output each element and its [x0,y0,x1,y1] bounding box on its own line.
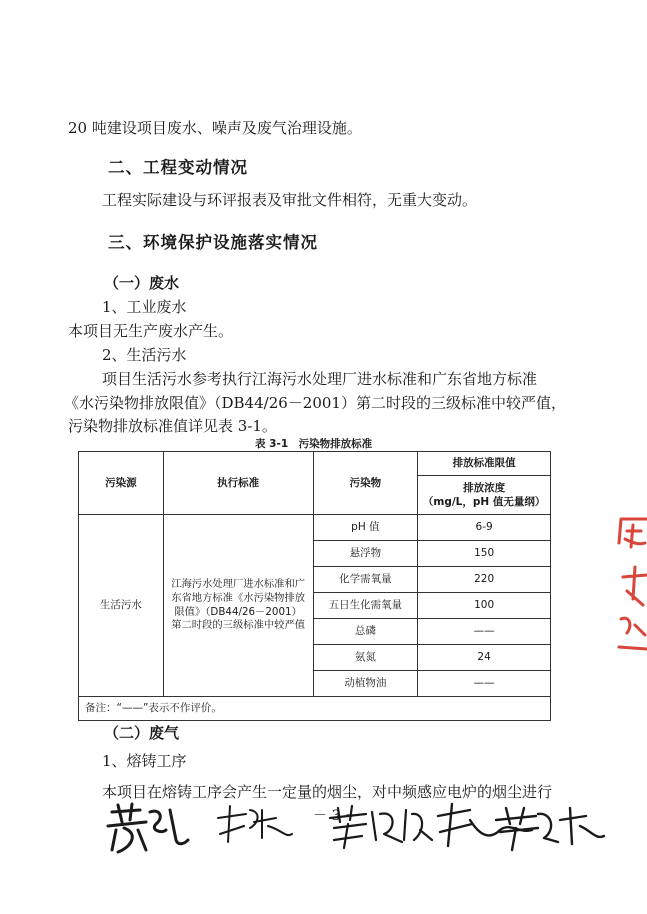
cell-pollutant: 悬浮物 [313,541,418,567]
cell-pollutant: 氨氮 [313,645,418,671]
item-body-domestic-sewage-line1: 项目生活污水参考执行江海污水处理厂进水标准和广东省地方标准 [102,370,538,388]
table-note: 备注：“——”表示不作评价。 [79,697,551,721]
cell-value: 24 [418,645,551,671]
cell-source: 生活污水 [79,515,164,697]
subsection-heading-exhaust: （二）废气 [104,724,180,742]
item-title-casting: 1、熔铸工序 [102,752,187,770]
seal-stamp [607,515,647,655]
header-standard: 执行标准 [163,452,313,515]
header-conc-unit: （mg/L，pH 值无量纲） [422,496,546,508]
header-pollutant: 污染物 [313,452,418,515]
signature-5 [496,808,604,850]
table-caption: 表 3-1 污染物排放标准 [255,438,373,450]
cell-value: 100 [418,593,551,619]
cell-pollutant: 五日生化需氧量 [313,593,418,619]
signature-4 [438,804,532,846]
pollutant-standard-table [78,451,551,721]
item-body-domestic-sewage-line2: 《水污染物排放限值》（DB44/26－2001）第二时段的三级标准中较严值， [64,394,566,412]
section-body-changes: 工程实际建设与环评报表及审批文件相符，无重大变动。 [102,191,478,209]
section-heading-changes: 二、工程变动情况 [108,158,248,177]
cell-pollutant: 动植物油 [313,671,418,697]
item-title-domestic-sewage: 2、生活污水 [102,346,187,364]
signature-1 [108,804,188,852]
header-conc-label: 排放浓度 [463,481,506,494]
signature-2 [218,806,292,842]
item-title-industrial-wastewater: 1、工业废水 [102,298,187,316]
cell-pollutant: 化学需氧量 [313,567,418,593]
cell-pollutant: 总磷 [313,619,418,645]
cell-standard: 江海污水处理厂进水标准和广东省地方标准《水污染物排放限值》（DB44/26－2001）第二时段的三级标准中较严值 [163,515,313,697]
signatures-image [0,800,647,860]
cell-value: —— [418,619,551,645]
cell-value: 6-9 [418,515,551,541]
cell-value: 150 [418,541,551,567]
page-number: － 3 － [313,808,359,824]
cell-pollutant: pH 值 [313,515,418,541]
item-body-domestic-sewage-line3: 污染物排放标准值详见表 3-1。 [68,417,277,435]
header-limit: 排放标准限值 [418,452,551,476]
paragraph-continuation: 20 吨建设项目废水、噪声及废气治理设施。 [68,119,362,137]
cell-value: 220 [418,567,551,593]
subsection-heading-wastewater: （一）废水 [104,274,180,292]
header-concentration [418,476,551,515]
item-body-casting-line1: 本项目在熔铸工序会产生一定量的烟尘，对中频感应电炉的烟尘进行 [102,783,553,801]
item-body-industrial-wastewater: 本项目无生产废水产生。 [68,322,234,340]
header-source: 污染源 [79,452,164,515]
section-heading-env-facilities: 三、环境保护设施落实情况 [108,233,318,252]
cell-value: —— [418,671,551,697]
